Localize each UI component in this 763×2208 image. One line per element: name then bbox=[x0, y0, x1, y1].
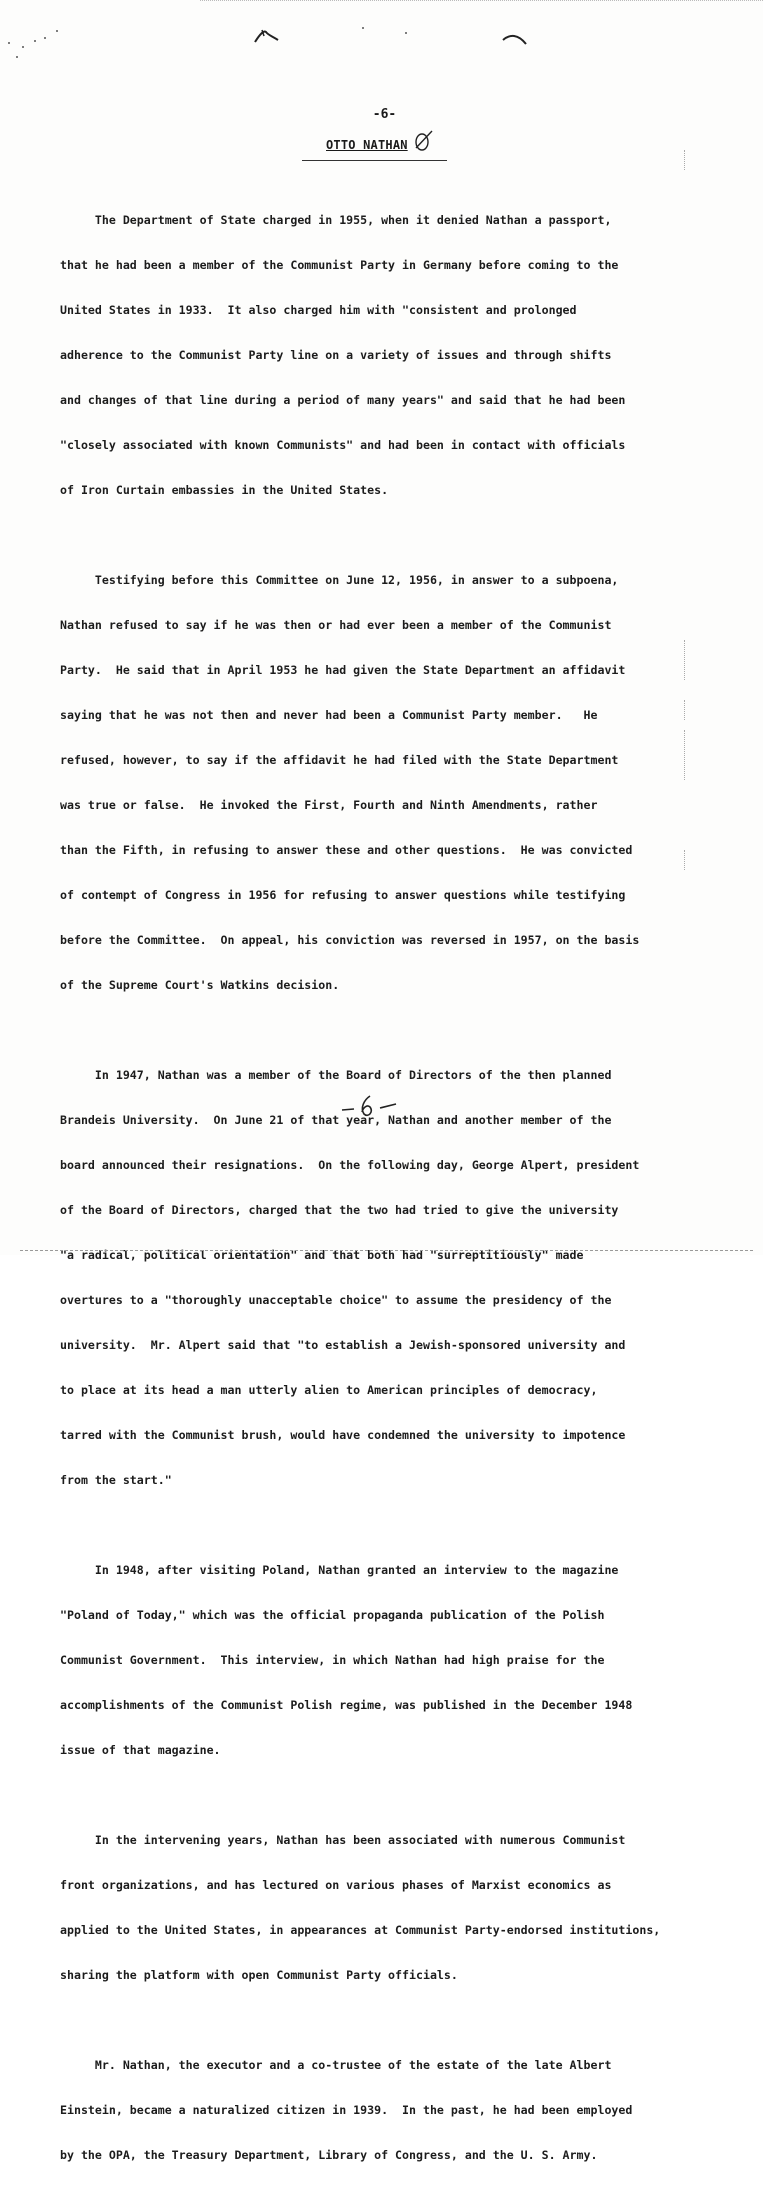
paragraph-front-organizations bbox=[60, 1803, 710, 2013]
scan-speck bbox=[56, 30, 58, 32]
scan-mark-left bbox=[252, 26, 282, 46]
text-line: Communist Government. This interview, in which Nathan had high praise for the bbox=[60, 1653, 605, 1667]
text-line: of the Board of Directors, charged that the two had tried to give the university bbox=[60, 1203, 619, 1217]
text-line: adherence to the Communist Party line on a variety of issues and through shifts bbox=[60, 348, 612, 362]
scan-speck bbox=[8, 42, 10, 44]
text-line: Einstein, became a naturalized citizen in 1939. In the past, he had been employed bbox=[60, 2103, 633, 2117]
text-line: than the Fifth, in refusing to answer these and other questions. He was convicted bbox=[60, 843, 633, 857]
text-line: In 1948, after visiting Poland, Nathan granted an interview to the magazine bbox=[60, 1563, 619, 1577]
scan-speck bbox=[44, 37, 46, 39]
text-line: In 1947, Nathan was a member of the Board of Directors of the then planned bbox=[60, 1068, 612, 1082]
text-line: Mr. Nathan, the executor and a co-trustee of the estate of the late Albert bbox=[60, 2058, 612, 2072]
scan-speck bbox=[34, 40, 36, 42]
handwritten-page-number bbox=[340, 1090, 400, 1120]
text-line: Nathan refused to say if he was then or had ever been a member of the Communist bbox=[60, 618, 612, 632]
text-line: university. Mr. Alpert said that "to establish a Jewish-sponsored university and bbox=[60, 1338, 626, 1352]
text-line: that he had been a member of the Communist Party in Germany before coming to the bbox=[60, 258, 619, 272]
margin-mark bbox=[683, 150, 685, 170]
text-line: from the start." bbox=[60, 1473, 172, 1487]
text-line: The Department of State charged in 1955, when it denied Nathan a passport, bbox=[60, 213, 612, 227]
text-line: sharing the platform with open Communist Party officials. bbox=[60, 1968, 458, 1982]
text-line: "closely associated with known Communists" and had been in contact with officials bbox=[60, 438, 626, 452]
title-block bbox=[300, 128, 450, 168]
text-line: United States in 1933. It also charged him with "consistent and prolonged bbox=[60, 303, 577, 317]
text-line: of contempt of Congress in 1956 for refusing to answer questions while testifying bbox=[60, 888, 626, 902]
page-number-top: -6- bbox=[372, 107, 397, 122]
scan-speck bbox=[16, 56, 18, 58]
scan-speck bbox=[405, 32, 407, 34]
text-line: Party. He said that in April 1953 he had given the State Department an affidavit bbox=[60, 663, 626, 677]
paragraph-poland bbox=[60, 1533, 710, 1788]
document-title: OTTO NATHAN bbox=[326, 138, 408, 152]
checkmark-icon bbox=[410, 128, 436, 154]
paragraph-testimony bbox=[60, 543, 710, 1023]
text-line: before the Committee. On appeal, his conviction was reversed in 1957, on the basis bbox=[60, 933, 640, 947]
text-line: issue of that magazine. bbox=[60, 1743, 221, 1757]
text-line: In the intervening years, Nathan has been associated with numerous Communist bbox=[60, 1833, 626, 1847]
text-line: "Poland of Today," which was the official propaganda publication of the Polish bbox=[60, 1608, 605, 1622]
text-line: Testifying before this Committee on June 12, 1956, in answer to a subpoena, bbox=[60, 573, 619, 587]
text-line: Brandeis University. On June 21 of that year, Nathan and another member of the bbox=[60, 1113, 612, 1127]
text-line: of the Supreme Court's Watkins decision. bbox=[60, 978, 340, 992]
text-line: accomplishments of the Communist Polish regime, was published in the December 1948 bbox=[60, 1698, 633, 1712]
body-text bbox=[60, 183, 710, 2208]
top-edge-dots bbox=[200, 0, 763, 5]
text-line: board announced their resignations. On the following day, George Alpert, president bbox=[60, 1158, 640, 1172]
scan-mark-right bbox=[500, 30, 530, 50]
scan-speck bbox=[22, 46, 24, 48]
bottom-edge-dots bbox=[20, 1248, 753, 1251]
text-line: tarred with the Communist brush, would have condemned the university to impotence bbox=[60, 1428, 626, 1442]
text-line: by the OPA, the Treasury Department, Library of Congress, and the U. S. Army. bbox=[60, 2148, 598, 2162]
text-line: front organizations, and has lectured on various phases of Marxist economics as bbox=[60, 1878, 612, 1892]
text-line: of Iron Curtain embassies in the United States. bbox=[60, 483, 389, 497]
scan-speck bbox=[362, 27, 364, 29]
text-line: refused, however, to say if the affidavit he had filed with the State Department bbox=[60, 753, 619, 767]
text-line: "a radical, political orientation" and that both had "surreptitiously" made bbox=[60, 1248, 584, 1262]
paragraph-einstein-estate bbox=[60, 2028, 710, 2193]
text-line: applied to the United States, in appearances at Communist Party-endorsed institutions, bbox=[60, 1923, 661, 1937]
text-line: to place at its head a man utterly alien to American principles of democracy, bbox=[60, 1383, 598, 1397]
text-line: overtures to a "thoroughly unacceptable choice" to assume the presidency of the bbox=[60, 1293, 612, 1307]
text-line: and changes of that line during a period of many years" and said that he had been bbox=[60, 393, 626, 407]
title-underline-rule bbox=[302, 160, 447, 161]
paragraph-state-department bbox=[60, 183, 710, 528]
text-line: saying that he was not then and never had been a Communist Party member. He bbox=[60, 708, 598, 722]
text-line: was true or false. He invoked the First, Fourth and Ninth Amendments, rather bbox=[60, 798, 598, 812]
